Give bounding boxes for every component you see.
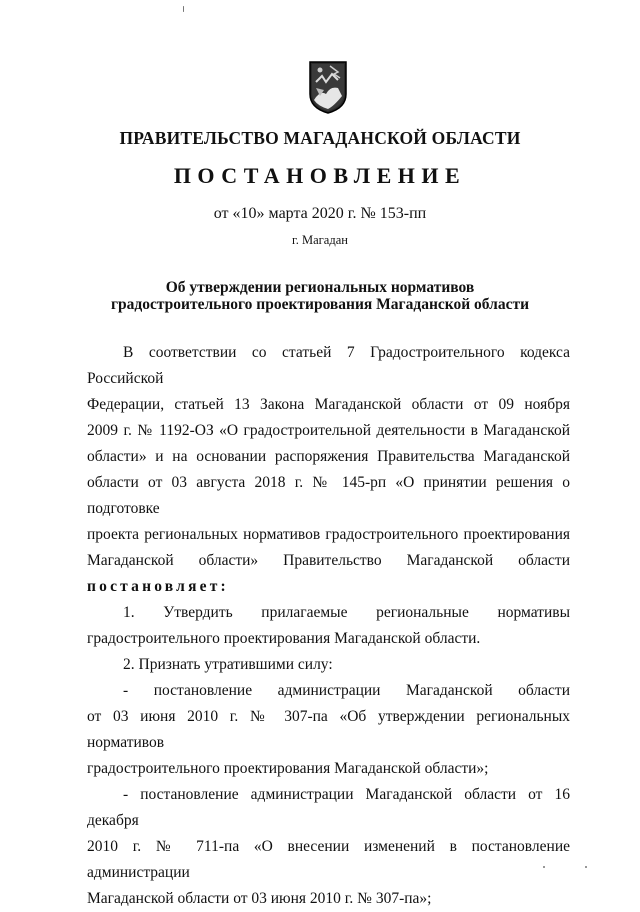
body-line: Магаданской области от 03 июня 2010 г. № 307-па»; [87, 890, 432, 907]
coat-of-arms-icon [308, 60, 348, 114]
scan-speck [543, 866, 545, 868]
body-line: области» и на основании распоряжения Правительства Магаданской [87, 448, 570, 465]
subject-line-1: Об утверждении региональных нормативов [165, 279, 475, 296]
body-line: - постановление администрации Магаданской области от 16 декабря [87, 786, 570, 829]
scan-speck [585, 866, 587, 868]
government-title: ПРАВИТЕЛЬСТВО МАГАДАНСКОЙ ОБЛАСТИ [119, 128, 521, 148]
body-line: Магаданской области» Правительство Магаданской области [87, 552, 570, 569]
body-line: Федерации, статьей 13 Закона Магаданской области от 09 ноября [87, 396, 570, 413]
body-line: области от 03 августа 2018 г. № 145-рп «О принятии решения о подготовке [87, 474, 570, 517]
subject-line-2: градостроительного проектирования Магаданской области [110, 296, 530, 313]
document-subject [60, 279, 580, 313]
body-line: 1. Утвердить прилагаемые региональные нормативы [123, 604, 570, 621]
resolution-word: постановляет: [87, 578, 229, 595]
body-line: проекта региональных нормативов градостроительного проектирования [87, 526, 570, 543]
body-line: градостроительного проектирования Магаданской области»; [87, 760, 489, 777]
body-line: 2009 г. № 1192-ОЗ «О градостроительной деятельности в Магаданской [87, 422, 570, 439]
body-line: - постановление администрации Магаданской области [123, 682, 570, 699]
body-line: В соответствии со статьей 7 Градостроительного кодекса Российской [87, 344, 570, 387]
body-line: 2010 г. № 711-па «О внесении изменений в постановление администрации [87, 838, 570, 881]
body-line: градостроительного проектирования Магаданской области. [87, 630, 481, 647]
body-line: 2. Признать утратившими силу: [123, 656, 333, 673]
document-body [87, 340, 570, 912]
scan-speck [183, 6, 184, 12]
document-type-title: ПОСТАНОВЛЕНИЕ [173, 163, 467, 188]
document-city: г. Магадан [292, 233, 348, 247]
document-date-number: от «10» марта 2020 г. № 153-пп [213, 205, 427, 222]
body-line: от 03 июня 2010 г. № 307-па «Об утверждении региональных нормативов [87, 708, 570, 751]
